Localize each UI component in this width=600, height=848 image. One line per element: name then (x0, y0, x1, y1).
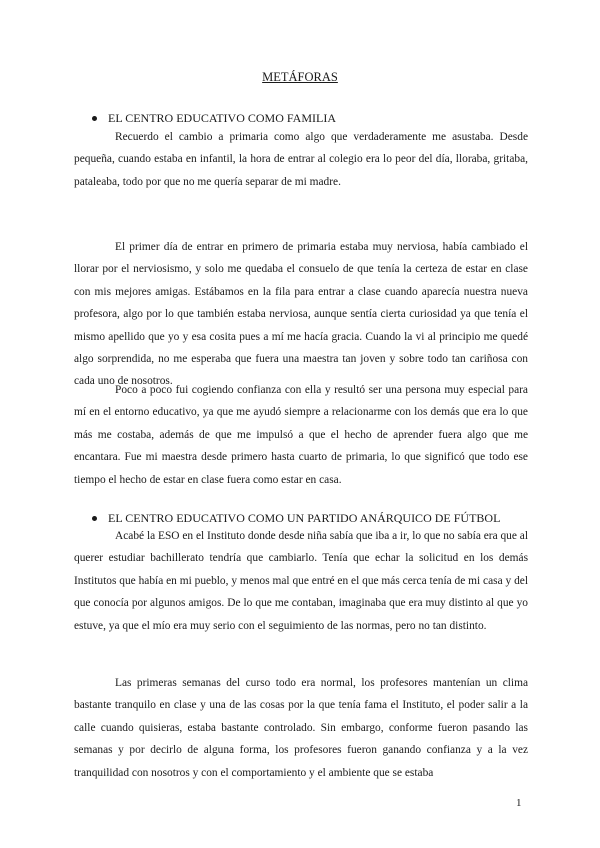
page-title: METÁFORAS (262, 70, 338, 84)
section-heading-text: EL CENTRO EDUCATIVO COMO UN PARTIDO ANÁRQUICO DE FÚTBOL (108, 511, 501, 525)
section-heading-futbol (92, 511, 500, 526)
bullet-icon (92, 116, 97, 121)
paragraph: Acabé la ESO en el Instituto donde desde niña sabía que iba a ir, lo que no sabía era que al querer estudiar bachillerato tendría que cambiarlo. Tenía que echar la solicitud en los demás Institutos que había en mi pueblo, y menos mal que entré en el que más cerca tenía de mi casa y del que conocía por algunos amigos. De lo que me contaban, imaginaba que era muy distinto al que yo estuve, ya que el mío era muy serio con el seguimiento de las normas, pero no tan distinto. (74, 530, 528, 632)
page-number: 1 (516, 797, 522, 809)
bullet-icon (92, 516, 97, 521)
paragraph: Recuerdo el cambio a primaria como algo que verdaderamente me asustaba. Desde pequeña, cuando estaba en infantil, la hora de entrar al colegio era lo peor del día, lloraba, gritaba, pataleaba, todo por que no me quería separar de mi madre. (74, 131, 528, 188)
section-heading-familia (92, 111, 336, 126)
paragraph: Poco a poco fui cogiendo confianza con ella y resultó ser una persona muy especial para mí en el entorno educativo, ya que me ayudó siempre a relacionarme con los demás que era lo que más me costaba, además de que me impulsó a que el hecho de aprender fuera algo que me encantara. Fue mi maestra desde primero hasta cuarto de primaria, lo que significó que todo ese tiempo el hecho de estar en clase fuera como estar en casa. (74, 384, 528, 486)
section-heading-text: EL CENTRO EDUCATIVO COMO FAMILIA (108, 111, 336, 125)
paragraph: El primer día de entrar en primero de primaria estaba muy nerviosa, había cambiado el llorar por el nerviosismo, y solo me quedaba el consuelo de que tenía la certeza de estar en clase con mis mejores amigas. Estábamos en la fila para entrar a clase cuando aparecía nuestra nueva profesora, algo por lo que también estaba nerviosa, aunque sentía cierta curiosidad ya que tenía el mismo apellido que yo y esa cosita pues a mí me hacía gracia. Cuando la vi al principio me quedé algo sorprendida, no me esperaba que fuera una maestra tan joven y sobre todo tan cariñosa con cada uno de nosotros. (74, 241, 528, 388)
paragraph: Las primeras semanas del curso todo era normal, los profesores mantenían un clima bastante tranquilo en clase y una de las cosas por la que tenía fama el Instituto, el poder salir a la calle cuando quisieras, estaba bastante controlado. Sin embargo, conforme fueron pasando las semanas y por decirlo de alguna forma, los profesores fueron ganando confianza y a la vez tranquilidad con nosotros y con el comportamiento y el ambiente que se estaba (74, 677, 528, 779)
